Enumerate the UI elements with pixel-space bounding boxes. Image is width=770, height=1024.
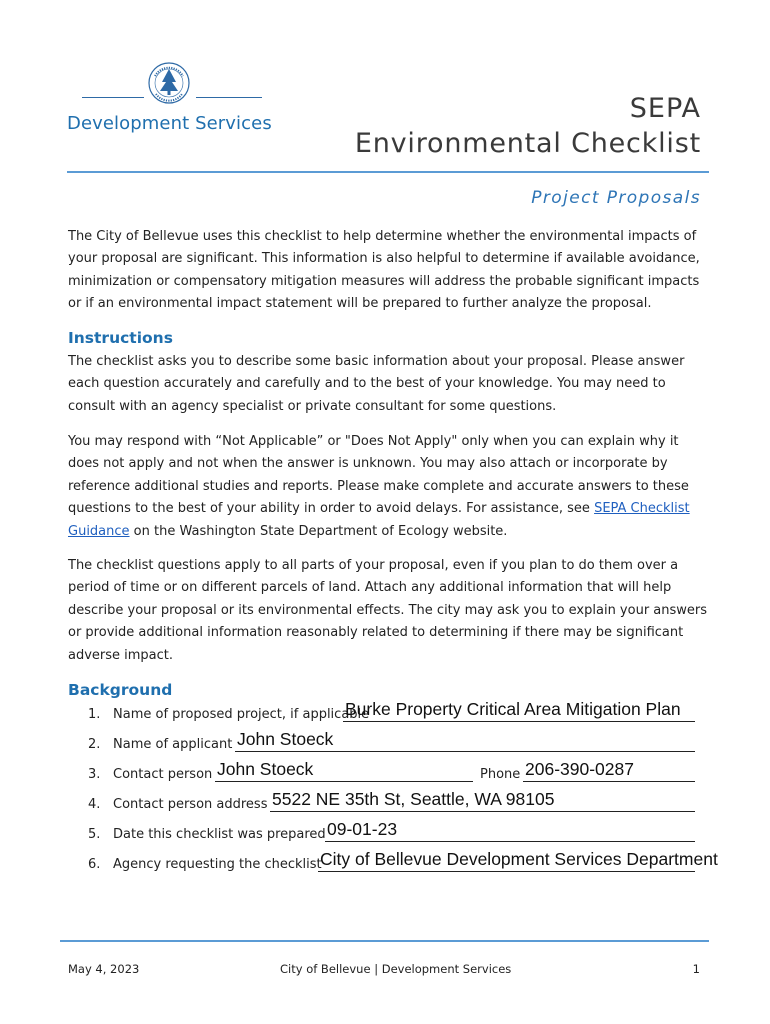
instructions-paragraph-2-text: You may respond with “Not Applicable” or "Does Not Apply" only when you can explain why it does not apply and not when the answer is unknown. You may also attach or incorporate by reference additional studies and reports. Please make complete and accurate answers to these questions to the best of your ability in order to avoid delays. For assistance, see — [68, 434, 689, 517]
item-label: Contact person — [113, 767, 213, 782]
header-divider — [67, 171, 709, 173]
document-subtitle: Project Proposals — [531, 188, 701, 208]
logo-rule-left — [82, 97, 144, 98]
background-item-applicant — [68, 728, 698, 752]
project-name-value: Burke Property Critical Area Mitigation Plan — [345, 699, 681, 719]
item-number: 5. — [88, 827, 101, 842]
contact-address-value: 5522 NE 35th St, Seattle, WA 98105 — [272, 789, 555, 809]
background-item-contact — [68, 758, 698, 782]
item-number: 4. — [88, 797, 101, 812]
footer-date: May 4, 2023 — [68, 962, 140, 976]
item-label: Date this checklist was prepared — [113, 827, 326, 842]
item-number: 1. — [88, 707, 101, 722]
phone-value: 206-390-0287 — [525, 759, 634, 779]
agency-field[interactable] — [318, 847, 718, 872]
phone-field[interactable] — [523, 757, 695, 782]
instructions-heading: Instructions — [68, 329, 173, 347]
applicant-name-field[interactable] — [235, 727, 695, 752]
date-prepared-value: 09-01-23 — [327, 819, 398, 839]
background-heading: Background — [68, 681, 173, 699]
intro-paragraph: The City of Bellevue uses this checklist to help determine whether the environmental impacts of your proposal are significant. This information is also helpful to determine if available avoidance, minimization or compensatory mitigation measures will address the probable significant impacts or if an environmental impact statement will be prepared to further analyze the proposal. — [68, 229, 700, 312]
phone-label: Phone — [480, 767, 521, 782]
document-title-line2: Environmental Checklist — [354, 128, 701, 159]
department-name: Development Services — [67, 113, 272, 134]
background-item-date — [68, 818, 698, 842]
item-number: 6. — [88, 857, 101, 872]
contact-address-field[interactable] — [270, 787, 695, 812]
background-item-agency — [68, 848, 718, 872]
background-item-address — [68, 788, 698, 812]
city-seal-icon — [146, 58, 192, 108]
logo-rule-right — [196, 97, 262, 98]
item-label: Name of applicant — [113, 737, 233, 752]
sepa-checklist-guidance-link[interactable]: SEPA Checklist Guidance — [68, 501, 690, 539]
document-title-line1: SEPA — [629, 93, 701, 124]
footer-divider — [60, 940, 709, 942]
instructions-paragraph-2-tail: on the Washington State Department of Ecology website. — [129, 523, 508, 539]
contact-person-field[interactable] — [215, 757, 473, 782]
item-label: Agency requesting the checklist — [113, 857, 322, 872]
page-number: 1 — [692, 962, 700, 976]
footer-center: City of Bellevue | Development Services — [280, 962, 512, 976]
item-number: 2. — [88, 737, 101, 752]
contact-person-value: John Stoeck — [217, 759, 314, 779]
project-name-field[interactable] — [343, 697, 695, 722]
instructions-paragraph-3: The checklist questions apply to all parts of your proposal, even if you plan to do them over a period of time or on different parcels of land. Attach any additional information that will help describe your proposal or its environmental effects. The city may ask you to explain your answers or provide additional information reasonably related to determining if there may be significant adverse impact. — [68, 558, 708, 663]
applicant-name-value: John Stoeck — [237, 729, 334, 749]
instructions-paragraph-2 — [68, 431, 708, 543]
instructions-paragraph-1: The checklist asks you to describe some basic information about your proposal. Please answer each question accurately and carefully and to the best of your knowledge. You may need to consult with an agency specialist or private consultant for some questions. — [68, 354, 685, 414]
date-prepared-field[interactable] — [325, 817, 695, 842]
agency-value: City of Bellevue Development Services Department — [320, 849, 718, 869]
item-number: 3. — [88, 767, 101, 782]
item-label: Contact person address — [113, 797, 268, 812]
item-label: Name of proposed project, if applicable — [113, 707, 370, 722]
background-item-project-name — [68, 698, 698, 722]
